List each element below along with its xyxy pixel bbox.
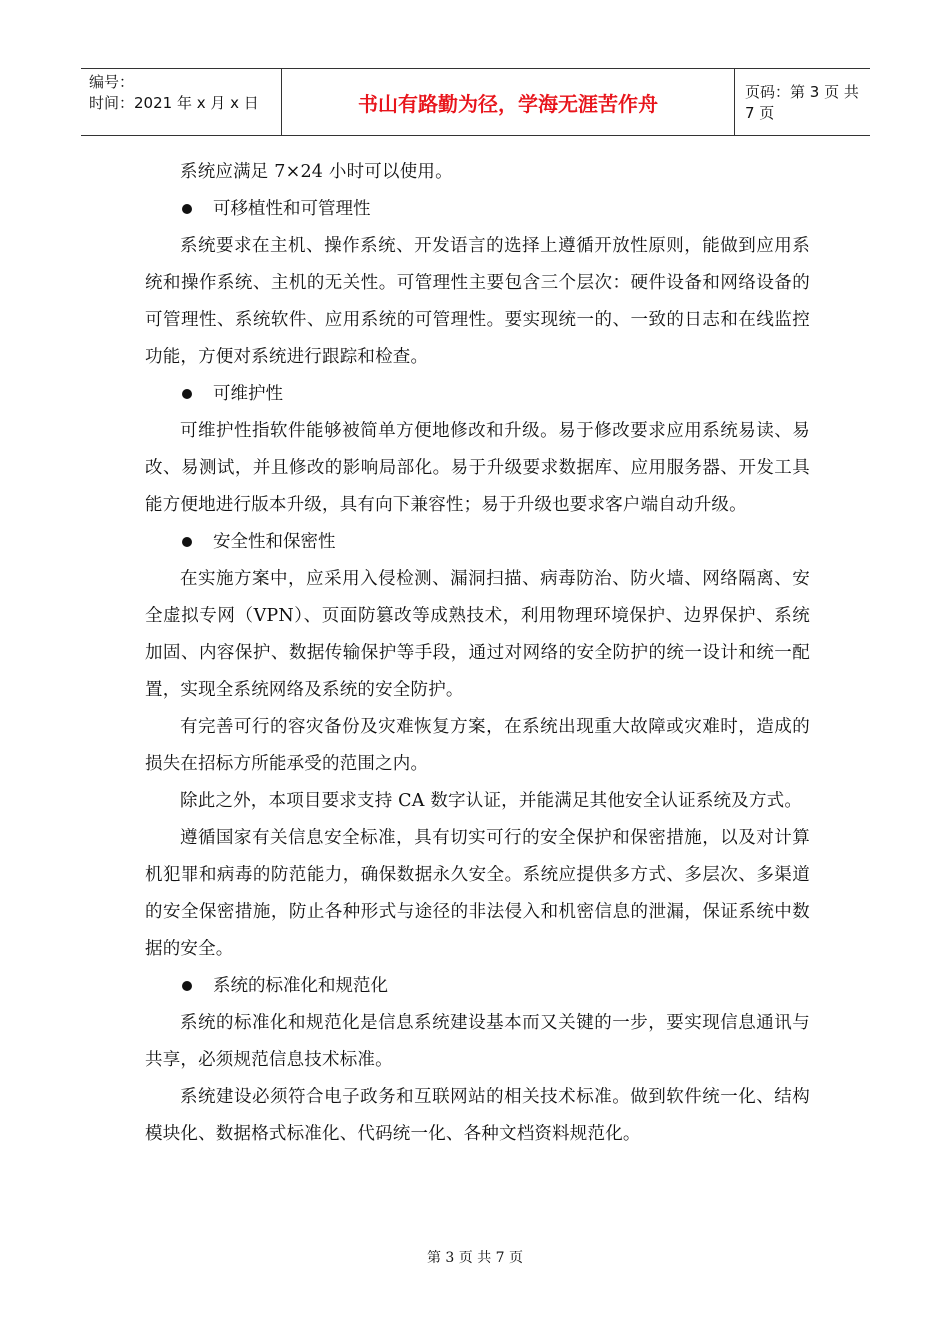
header-meta [81,69,282,135]
paragraph: 系统建设必须符合电子政务和互联网站的相关技术标准。做到软件统一化、结构模块化、数据格式标准化、代码统一化、各种文档资料规范化。 [145,1087,810,1144]
number-label: 编号： [89,73,135,91]
header-motto: 书山有路勤为径，学海无涯苦作舟 [282,69,735,135]
paragraph: 可维护性指软件能够被简单方便地修改和升级。易于修改要求应用系统易读、易改、易测试，并且修改的影响局部化。易于升级要求数据库、应用服务器、开发工具能方便地进行版本升级，具有向下兼容性；易于升级也要求客户端自动升级。 [145,421,810,515]
bullet-heading-text: 安全性和保密性 [213,532,336,552]
bullet-dot-icon [182,981,192,991]
paragraph: 系统应满足 7×24 小时可以使用。 [180,162,453,182]
bullet-heading [145,968,810,1005]
paragraph: 系统的标准化和规范化是信息系统建设基本而又关键的一步，要实现信息通讯与共享，必须规范信息技术标准。 [145,1013,810,1070]
page-header [81,68,870,136]
paragraph: 有完善可行的容灾备份及灾难恢复方案，在系统出现重大故障或灾难时，造成的损失在招标方所能承受的范围之内。 [145,717,810,774]
bullet-heading-text: 系统的标准化和规范化 [213,976,388,996]
paragraph: 遵循国家有关信息安全标准，具有切实可行的安全保护和保密措施，以及对计算机犯罪和病毒的防范能力，确保数据永久安全。系统应提供多方式、多层次、多渠道的安全保密措施，防止各种形式与途径的非法侵入和机密信息的泄漏，保证系统中数据的安全。 [145,828,810,959]
bullet-heading-text: 可维护性 [213,384,283,404]
bullet-dot-icon [182,537,192,547]
bullet-heading [145,191,810,228]
bullet-dot-icon [182,204,192,214]
paragraph: 除此之外，本项目要求支持 CA 数字认证，并能满足其他安全认证系统及方式。 [180,791,803,811]
bullet-dot-icon [182,389,192,399]
page-footer: 第 3 页 共 7 页 [426,1250,524,1266]
paragraph: 在实施方案中，应采用入侵检测、漏洞扫描、病毒防治、防火墙、网络隔离、安全虚拟专网（VPN）、页面防篡改等成熟技术，利用物理环境保护、边界保护、系统加固、内容保护、数据传输保护等手段，通过对网络的安全防护的统一设计和统一配置，实现全系统网络及系统的安全防护。 [145,569,810,700]
bullet-heading [145,376,810,413]
bullet-heading [145,524,810,561]
document-body [145,154,810,1153]
paragraph: 系统要求在主机、操作系统、开发语言的选择上遵循开放性原则，能做到应用系统和操作系统、主机的无关性。可管理性主要包含三个层次：硬件设备和网络设备的可管理性、系统软件、应用系统的可管理性。要实现统一的、一致的日志和在线监控功能，方便对系统进行跟踪和检查。 [145,236,810,367]
time-label: 时间：2021 年 x 月 x 日 [89,94,259,112]
header-page-number: 页码：第 3 页 共 7 页 [745,83,859,122]
bullet-heading-text: 可移植性和可管理性 [213,199,371,219]
